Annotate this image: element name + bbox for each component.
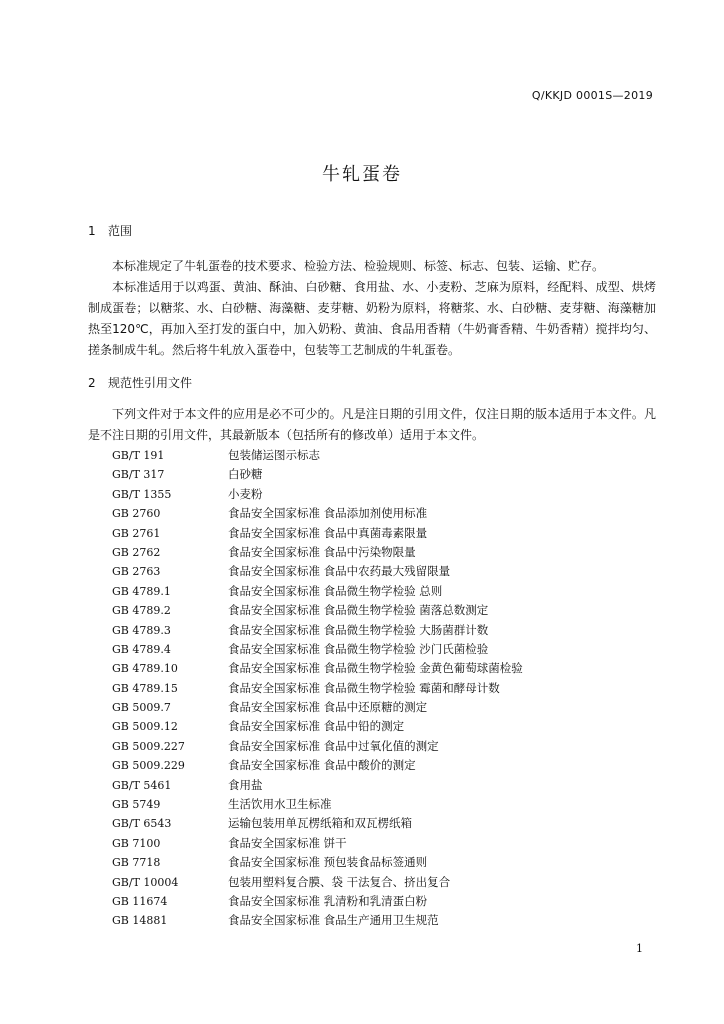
reference-title: 食品安全国家标准 预包装食品标签通则 [228,855,428,870]
document-code: Q/KKJD 0001S—2019 [531,89,653,102]
reference-title: 食品安全国家标准 食品生产通用卫生规范 [228,913,439,928]
references-intro-paragraph: 下列文件对于本文件的应用是必不可少的。凡是注日期的引用文件，仅注日期的版本适用于本文件。凡是不注日期的引用文件，其最新版本（包括所有的修改单）适用于本文件。 [88,407,656,442]
reference-item [112,795,523,814]
reference-item [112,621,523,640]
reference-item [112,562,523,581]
reference-title: 食品安全国家标准 食品微生物学检验 霉菌和酵母计数 [228,680,500,695]
reference-code: GB 4789.1 [112,584,171,598]
reference-item [112,485,523,504]
reference-title: 白砂糖 [228,467,263,482]
reference-code: GB 5749 [112,798,161,812]
reference-title: 食品安全国家标准 食品中真菌毒素限量 [228,525,428,540]
reference-item [112,873,523,892]
reference-title: 食品安全国家标准 食品微生物学检验 大肠菌群计数 [228,622,489,637]
reference-code: GB 5009.7 [112,701,171,715]
reference-item [112,679,523,698]
reference-code: GB 4789.15 [112,681,178,695]
reference-title: 食品安全国家标准 食品中过氧化值的测定 [228,738,439,753]
reference-title: 食用盐 [228,777,263,792]
reference-code: GB 11674 [112,894,168,908]
reference-code: GB 2760 [112,507,161,521]
reference-code: GB 7100 [112,836,161,850]
reference-item [112,776,523,795]
reference-code: GB 5009.12 [112,720,178,734]
reference-item [112,504,523,523]
reference-item [112,659,523,678]
reference-title: 食品安全国家标准 食品中污染物限量 [228,544,416,559]
section-2-number: 2 [88,376,96,390]
reference-code: GB/T 317 [112,468,165,482]
reference-title: 食品安全国家标准 饼干 [228,835,347,850]
reference-title: 小麦粉 [228,486,263,501]
reference-item [112,543,523,562]
section-1-body [88,256,656,361]
page-number: 1 [636,942,643,955]
reference-item [112,717,523,736]
reference-item [112,911,523,930]
reference-item [112,814,523,833]
reference-title: 食品安全国家标准 食品中铅的测定 [228,719,405,734]
reference-item [112,698,523,717]
reference-list [112,446,523,931]
reference-title: 食品安全国家标准 食品微生物学检验 总则 [228,583,443,598]
section-2-heading [88,374,192,391]
reference-code: GB 4789.2 [112,604,171,618]
section-1-title: 范围 [108,224,133,238]
reference-title: 食品安全国家标准 食品微生物学检验 菌落总数测定 [228,603,489,618]
reference-item [112,853,523,872]
reference-item [112,524,523,543]
scope-paragraph-2: 本标准适用于以鸡蛋、黄油、酥油、白砂糖、食用盐、水、小麦粉、芝麻为原料，经配料、成型、烘烤制成蛋卷；以糖浆、水、白砂糖、海藻糖、麦芽糖、奶粉为原料，将糖浆、水、白砂糖、麦芽糖、海藻糖加热至120℃，再加入至打发的蛋白中，加入奶粉、黄油、食品用香精（牛奶膏香精、牛奶香精）搅拌均匀、搓条制成牛轧。然后将牛轧放入蛋卷中，包装等工艺制成的牛轧蛋卷。 [88,280,656,357]
reference-title: 食品安全国家标准 食品微生物学检验 金黄色葡萄球菌检验 [228,661,523,676]
reference-title: 食品安全国家标准 食品中农药最大残留限量 [228,564,451,579]
reference-title: 运输包装用单瓦楞纸箱和双瓦楞纸箱 [228,816,412,831]
reference-code: GB 14881 [112,914,168,928]
scope-paragraph-1: 本标准规定了牛轧蛋卷的技术要求、检验方法、检验规则、标签、标志、包装、运输、贮存。 [112,259,605,273]
section-1-heading [88,222,132,239]
reference-code: GB 2761 [112,526,161,540]
reference-code: GB 7718 [112,856,161,870]
reference-item [112,640,523,659]
reference-title: 食品安全国家标准 乳清粉和乳清蛋白粉 [228,893,428,908]
reference-code: GB 4789.4 [112,642,171,656]
reference-code: GB 5009.229 [112,759,185,773]
reference-item [112,601,523,620]
reference-item [112,737,523,756]
reference-item [112,834,523,853]
reference-code: GB 2762 [112,545,161,559]
reference-item [112,582,523,601]
reference-title: 食品安全国家标准 食品添加剂使用标准 [228,506,428,521]
reference-code: GB/T 5461 [112,778,172,792]
reference-item [112,756,523,775]
reference-item [112,465,523,484]
reference-title: 包装储运图示标志 [228,448,320,462]
reference-item [112,446,523,465]
document-title: 牛轧蛋卷 [322,164,402,185]
section-2-title: 规范性引用文件 [108,376,193,390]
section-2-intro [88,404,656,446]
reference-item [112,892,523,911]
reference-title: 食品安全国家标准 食品中酸价的测定 [228,758,416,773]
reference-title: 包装用塑料复合膜、袋 干法复合、挤出复合 [228,874,451,889]
reference-code: GB 2763 [112,565,161,579]
reference-title: 生活饮用水卫生标准 [228,797,332,812]
reference-code: GB 5009.227 [112,739,185,753]
reference-code: GB 4789.10 [112,662,178,676]
reference-code: GB/T 1355 [112,487,172,501]
reference-code: GB/T 191 [112,449,165,462]
reference-code: GB 4789.3 [112,623,171,637]
reference-code: GB/T 6543 [112,817,172,831]
reference-code: GB/T 10004 [112,875,179,889]
section-1-number: 1 [88,224,96,238]
reference-title: 食品安全国家标准 食品中还原糖的测定 [228,700,428,715]
reference-title: 食品安全国家标准 食品微生物学检验 沙门氏菌检验 [228,641,489,656]
